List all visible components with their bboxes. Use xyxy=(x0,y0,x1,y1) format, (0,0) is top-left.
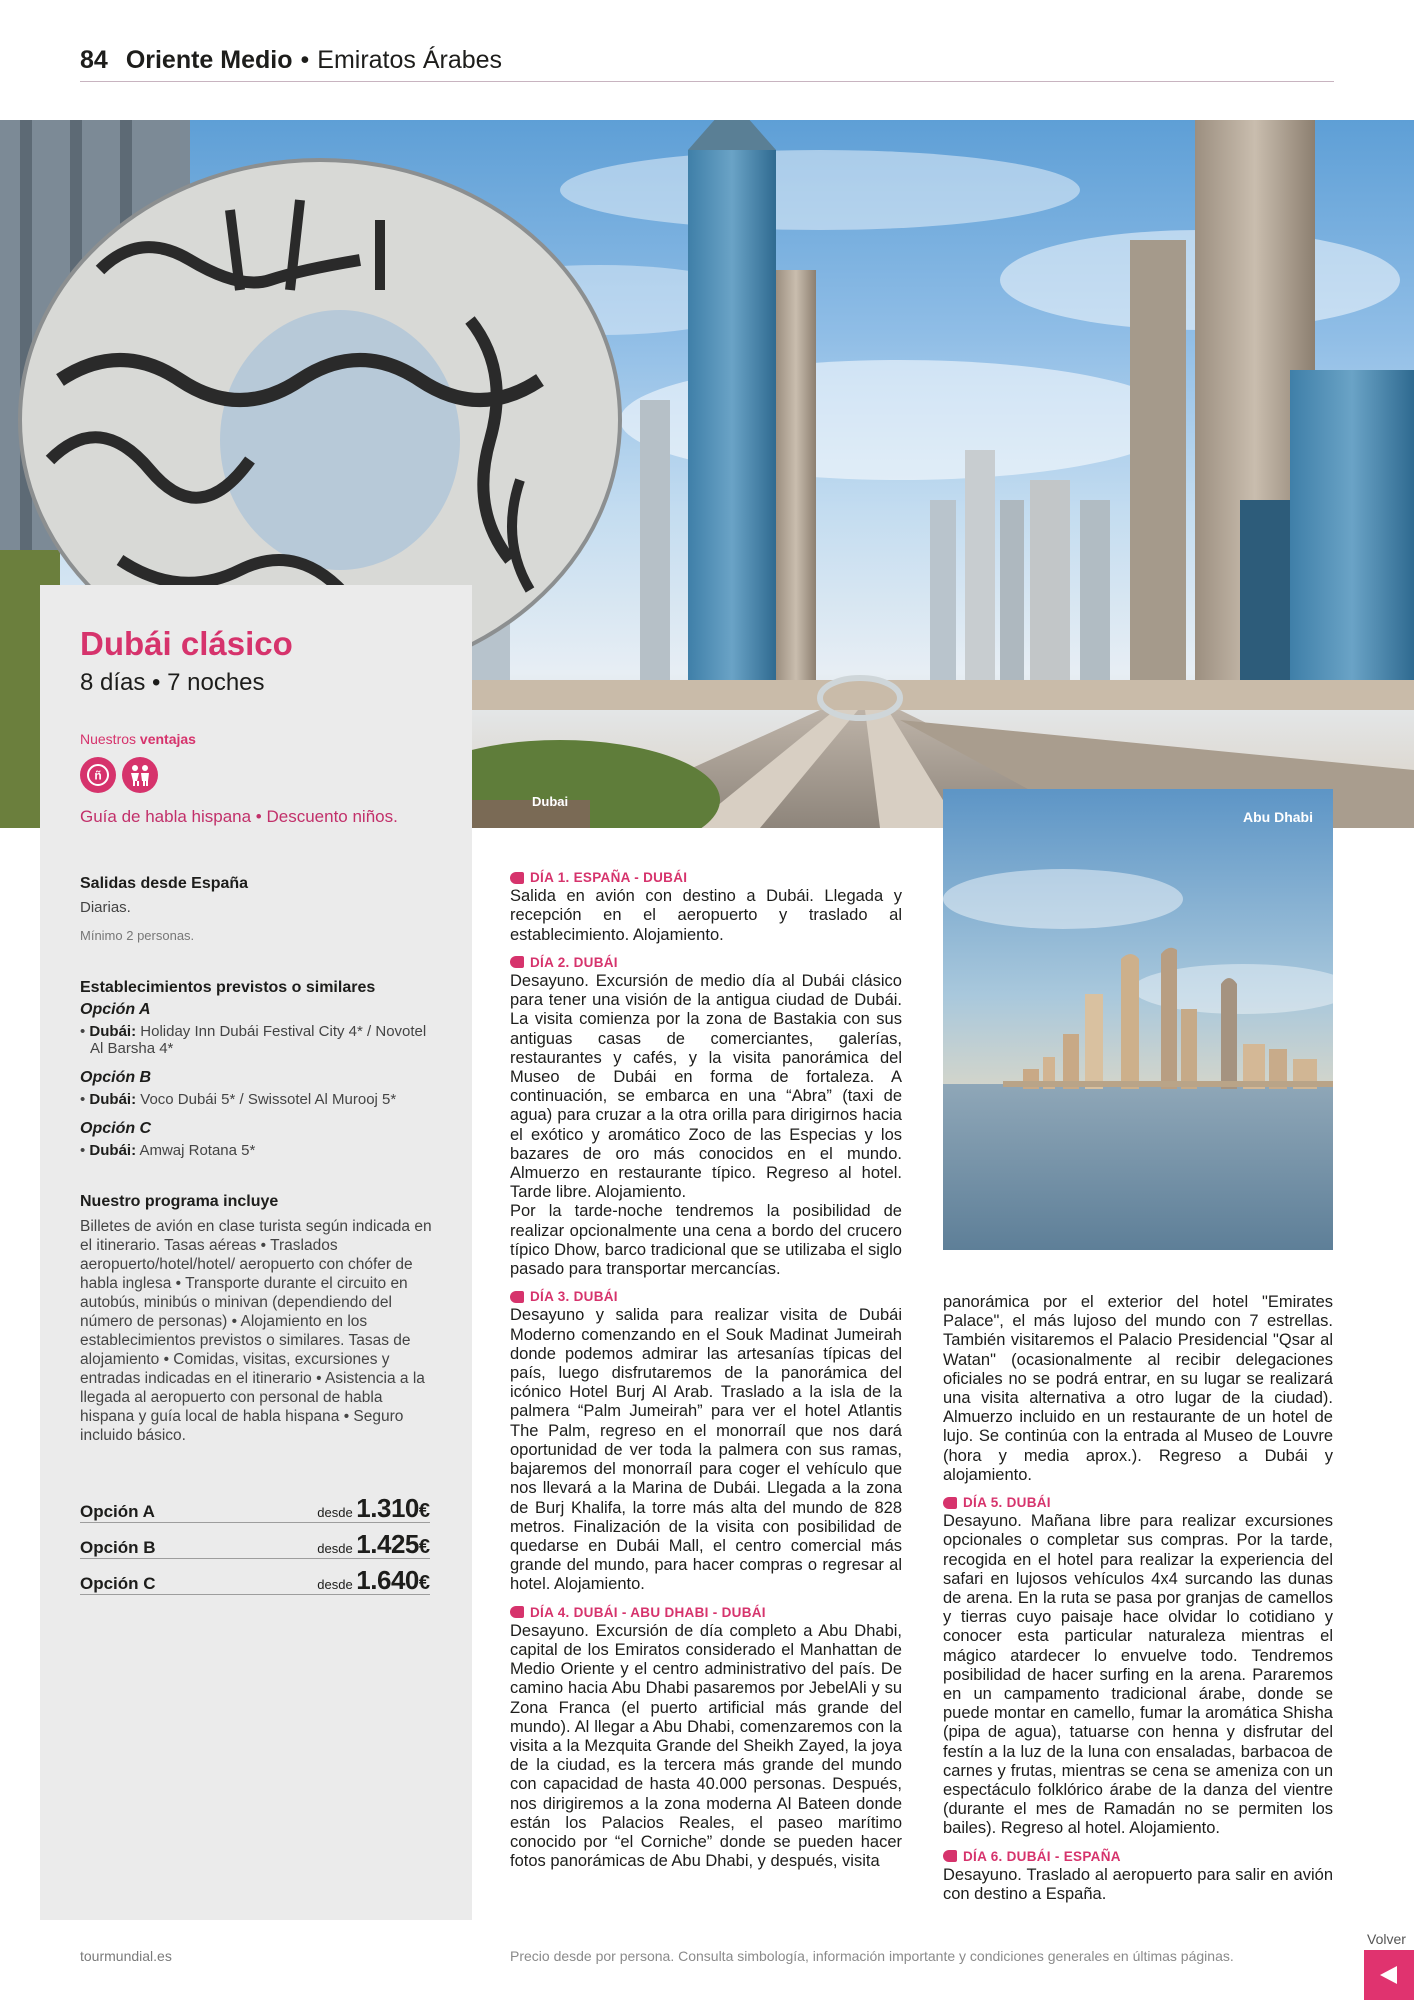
price-prefix: desde xyxy=(317,1577,353,1592)
advantages-prefix: Nuestros xyxy=(80,731,137,747)
header-subsection: Emiratos Árabes xyxy=(317,46,503,74)
day-tag-icon xyxy=(943,1497,957,1509)
hotel-option-a-title: Opción A xyxy=(80,1001,151,1018)
spanish-guide-icon xyxy=(80,757,116,793)
day-5-title: DÍA 5. DUBÁI xyxy=(963,1495,1051,1511)
price-row xyxy=(80,1559,430,1595)
hotel-option-a: • Dubái: Holiday Inn Dubái Festival City 4* / Novotel Al Barsha 4* xyxy=(80,1023,427,1057)
day-tag-icon xyxy=(510,1291,524,1303)
day-2-title: DÍA 2. DUBÁI xyxy=(530,954,618,970)
hotel-option-a-hotels: Holiday Inn Dubái Festival City 4* / Novotel Al Barsha 4* xyxy=(90,1023,427,1057)
day-tag-icon xyxy=(510,956,524,968)
day-1-title: DÍA 1. ESPAÑA - DUBÁI xyxy=(530,870,688,885)
tour-title: Dubái clásico xyxy=(80,625,293,662)
advantages-label xyxy=(80,731,432,747)
children-discount-icon xyxy=(122,757,158,793)
price-option-a: Opción A xyxy=(80,1502,155,1521)
hotel-option-c-city: Dubái: xyxy=(89,1142,137,1159)
price-row xyxy=(80,1487,430,1523)
back-label: Volver xyxy=(1367,1931,1406,1947)
day-4-text: Desayuno. Excursión de día completo a Abu Dhabi, capital de los Emiratos considerado el Manhattan de Medio Oriente y el centro administrativo del país. De camino hacia Abu Dhabi pasaremos por JebelAli y su Zona Franca (el puerto artificial más grande del mundo). Al llegar a Abu Dhabi, comenzaremos con la visita a la Mezquita Grande del Sheikh Zayed, la joya de la ciudad, es la tercera más grande del mundo con capacidad de hasta 40.000 personas. Después, nos dirigiremos a la zona moderna Al Bateen donde están los Palacios Reales, el paseo marítimo conocido por “el Corniche” donde se pueden hacer fotos panorámicas de Abu Dhabi, y después, visita xyxy=(510,1621,902,1871)
hotel-option-c-hotels: Amwaj Rotana 5* xyxy=(139,1142,256,1159)
day-3-text: Desayuno y salida para realizar visita de Dubái Moderno comenzando en el Souk Madinat Jumeirah donde podemos admirar las artesanías típicas del país, luego disfrutaremos de la panorámica del icónico Hotel Burj Al Arab. Traslado a la isla de la palmera “Palm Jumeirah” para ver el hotel Atlantis The Palm, regreso en el monorraíl que nos dará oportunidad de ver toda la palmera con sus ramas, bajaremos del monorraíl para coger el vehículo que nos llevará a la Marina de Dubái. Llegada a la zona de Burj Khalifa, la torre más alta del mundo de 828 metros. Finalización de la visita con posibilidad de quedarse en Dubái Mall, el centro comercial más grande del mundo, para hacer compras o regresar al hotel. Alojamiento. xyxy=(510,1306,902,1594)
day-2-text-evening: Por la tarde-noche tendremos la posibilidad de realizar opcionalmente una cena a bordo del crucero típico Dhow, barco tradicional que se utilizaba el siglo pasado para transportar mercancías. xyxy=(510,1202,902,1279)
departures-block xyxy=(80,875,432,943)
day-3-title: DÍA 3. DUBÁI xyxy=(530,1289,618,1305)
hotel-option-b-title: Opción B xyxy=(80,1069,152,1086)
price-row xyxy=(80,1523,430,1559)
header-separator: • xyxy=(300,46,310,74)
price-table xyxy=(80,1487,430,1595)
day-5-heading xyxy=(943,1493,1333,1512)
program-block xyxy=(80,1193,432,1445)
price-prefix: desde xyxy=(317,1505,353,1520)
abu-dhabi-photo xyxy=(943,789,1333,1250)
svg-text:ñ: ñ xyxy=(94,768,102,783)
footer-site: tourmundial.es xyxy=(80,1948,172,1964)
page-number: 84 xyxy=(80,46,108,74)
hotel-option-b-city: Dubái: xyxy=(89,1091,137,1108)
day-5-text: Desayuno. Mañana libre para realizar excursiones opcionales o completar sus compras. Por la tarde, recogida en el hotel para realizar la experiencia del safari en lujosos vehículos 4x4 surcando las dunas de arena. En la ruta se pasa por granjas de camellos y tierras cuyo paisaje hace olvidar lo cotidiano y conocer esta particular naturaleza mientras el mágico atardecer lo envuelve todo. Tendremos posibilidad de hacer surfing en la arena. Pararemos en un campamento tradicional árabe, donde se puede montar en camello, fumar la aromática Shisha (pipa de agua), tatuarse con henna y disfrutar del festín a la luz de la luna con ensaladas, barbacoa de carnes y frutas, mientras se cena se ameniza con un espectáculo folklórico árabe de la danza del vientre (durante el mes de Ramadán no se permiten los bailes). Regreso al hotel. Alojamiento. xyxy=(943,1512,1333,1838)
abu-dhabi-caption: Abu Dhabi xyxy=(1243,809,1313,825)
back-button[interactable] xyxy=(1364,1950,1414,2000)
advantages-text: Guía de habla hispana • Descuento niños. xyxy=(80,807,398,826)
price-value-b: 1.425 xyxy=(356,1529,419,1559)
program-text: Billetes de avión en clase turista según indicada en el itinerario. Tasas aéreas • Traslados aeropuerto/hotel/hotel/ aeropuerto con chófer de habla inglesa • Transporte durante el circuito en autobús, minibús o minivan (dependiendo del número de personas) • Alojamiento en los establecimientos previstos o similares. Tasas de alojamiento • Comidas, visitas, excursiones y entradas indicadas en el itinerario • Asistencia a la llegada al aeropuerto con personal de habla hispana y guía local de habla hispana • Seguro incluido básico. xyxy=(80,1218,432,1444)
price-value-c: 1.640 xyxy=(356,1565,419,1595)
tour-duration: 8 días • 7 noches xyxy=(80,669,265,696)
day-4-title: DÍA 4. DUBÁI - ABU DHABI - DUBÁI xyxy=(530,1604,766,1620)
advantage-badges xyxy=(80,757,432,793)
day-4-heading xyxy=(510,1603,902,1622)
header-section: Oriente Medio xyxy=(125,46,293,74)
hotel-option-c: • Dubái: Amwaj Rotana 5* xyxy=(80,1142,256,1159)
departures-minimum: Mínimo 2 personas. xyxy=(80,928,195,943)
day-6-title: DÍA 6. DUBÁI - ESPAÑA xyxy=(963,1848,1121,1864)
day-1-heading xyxy=(510,868,902,887)
price-option-c: Opción C xyxy=(80,1574,156,1593)
tour-info-panel xyxy=(40,585,472,1920)
day-1-text: Salida en avión con destino a Dubái. Llegada y recepción en el aeropuerto y traslado al establecimiento. Alojamiento. xyxy=(510,887,902,944)
day-2-text: Desayuno. Excursión de medio día al Dubái clásico para tener una visión de la antigua ciudad de Dubái. La visita comienza por la zona de Bastakia con sus antiguas casas de comerciantes, galerías, restaurantes y cafés, y la visita panorámica del Museo de Dubái en forma de fortaleza. A continuación, se embarca en una “Abra” (taxi de agua) para cruzar a la otra orilla para dirigirnos hacia el exótico y aromático Zoco de las Especias y los bazares de oro más conocidos en el mundo. Almuerzo en restaurante típico. Regreso al hotel. Tarde libre. Alojamiento. xyxy=(510,972,902,1202)
hotel-option-c-title: Opción C xyxy=(80,1120,152,1137)
price-currency: € xyxy=(418,1572,430,1594)
advantages-bold: ventajas xyxy=(139,731,196,747)
day-tag-icon xyxy=(510,872,524,884)
hotel-option-b-hotels: Voco Dubái 5* / Swissotel Al Murooj 5* xyxy=(140,1091,397,1108)
price-prefix: desde xyxy=(317,1541,353,1556)
day-2-heading xyxy=(510,953,902,972)
price-currency: € xyxy=(418,1536,430,1558)
departures-heading: Salidas desde España xyxy=(80,875,249,892)
price-currency: € xyxy=(418,1500,430,1522)
itinerary-column-right xyxy=(943,1293,1333,1904)
program-heading: Nuestro programa incluye xyxy=(80,1193,279,1210)
hotels-block xyxy=(80,979,432,1159)
day-6-text: Desayuno. Traslado al aeropuerto para salir en avión con destino a España. xyxy=(943,1865,1333,1904)
day-6-heading xyxy=(943,1847,1333,1866)
hero-caption: Dubai xyxy=(532,794,569,809)
departures-frequency: Diarias. xyxy=(80,899,131,916)
day-3-heading xyxy=(510,1287,902,1306)
arrow-left-icon xyxy=(1377,1963,1401,1987)
hotel-option-a-city: Dubái: xyxy=(89,1023,137,1040)
footer-note: Precio desde por persona. Consulta simbología, información importante y condiciones generales en últimas páginas. xyxy=(510,1948,1234,1964)
price-option-b: Opción B xyxy=(80,1538,156,1557)
itinerary-column-middle xyxy=(510,868,902,1871)
day-tag-icon xyxy=(510,1606,524,1618)
abu-dhabi-skyline-illustration xyxy=(943,789,1333,1250)
price-value-a: 1.310 xyxy=(356,1493,419,1523)
hotels-heading: Establecimientos previstos o similares xyxy=(80,979,376,996)
day-4-continuation: panorámica por el exterior del hotel "Emirates Palace", el más lujoso del mundo con 7 estrellas. También visitaremos el Palacio Presidencial "Qsar al Watan" (ocasionalmente al recibir delegaciones oficiales no se podrá entrar, en su lugar se realizará una visita alternativa a otro lugar de la ciudad). Almuerzo incluido en un restaurante de un hotel de lujo. Se continúa con la entrada al Museo de Louvre (hora y media aprox.). Regreso a Dubái y alojamiento. xyxy=(943,1293,1333,1484)
day-tag-icon xyxy=(943,1850,957,1862)
page-header xyxy=(80,46,1334,82)
hotel-option-b: • Dubái: Voco Dubái 5* / Swissotel Al Murooj 5* xyxy=(80,1091,397,1108)
